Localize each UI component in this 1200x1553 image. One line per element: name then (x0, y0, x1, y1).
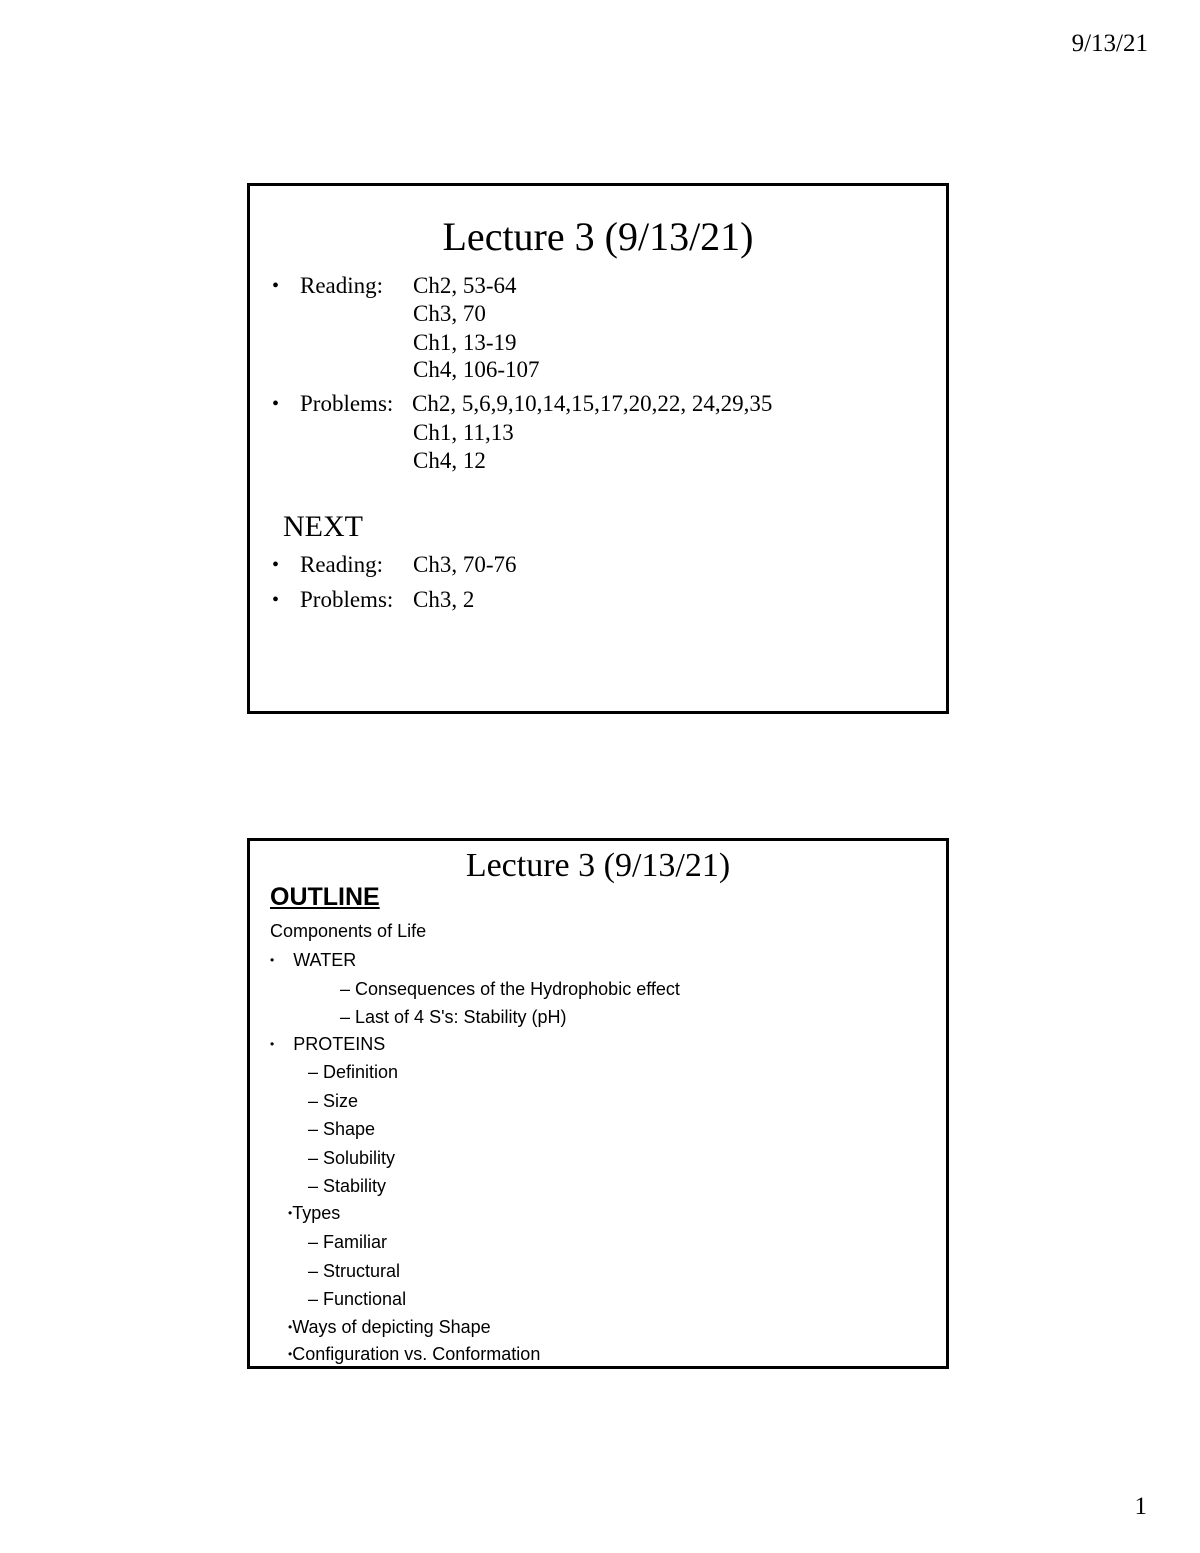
outline-proteins: • PROTEINS (270, 1034, 386, 1054)
slide-2 (247, 838, 949, 1369)
outline-subitem: – Familiar (308, 1232, 388, 1252)
bullet-icon: • (288, 1320, 293, 1334)
outline-subitem: – Definition (308, 1062, 399, 1082)
next-problems-label: Problems: (300, 587, 394, 612)
outline-heading: OUTLINE (270, 883, 380, 911)
reading-item: Ch4, 106-107 (413, 357, 540, 382)
slide-1 (247, 183, 949, 714)
reading-label: Reading: (300, 273, 384, 298)
outline-subitem: – Solubility (308, 1148, 396, 1168)
bullet-icon: • (272, 554, 280, 576)
outline-subitem: – Size (308, 1091, 359, 1111)
outline-types: •Types (288, 1203, 341, 1223)
header-date: 9/13/21 (1071, 30, 1148, 57)
outline-ways: •Ways of depicting Shape (288, 1317, 491, 1337)
problems-item: Ch4, 12 (413, 448, 486, 473)
outline-water: • WATER (270, 950, 357, 970)
bullet-icon: • (270, 1037, 275, 1051)
outline-subitem: – Functional (308, 1289, 407, 1309)
next-reading-label: Reading: (300, 552, 384, 577)
next-heading: NEXT (283, 510, 363, 543)
problems-label: Problems: (300, 391, 394, 416)
slide-2-title: Lecture 3 (9/13/21) (465, 847, 731, 884)
bullet-icon: • (272, 589, 280, 611)
problems-item: Ch1, 11,13 (413, 420, 514, 445)
reading-item: Ch3, 70 (413, 301, 486, 326)
slide-1-title: Lecture 3 (9/13/21) (442, 214, 754, 259)
reading-item: Ch2, 53-64 (413, 273, 517, 298)
bullet-icon: • (272, 275, 280, 297)
outline-subitem: – Shape (308, 1119, 376, 1139)
bullet-icon: • (288, 1206, 293, 1220)
outline-subitem: – Stability (308, 1176, 387, 1196)
outline-subitem: – Structural (308, 1261, 401, 1281)
outline-subitem: – Last of 4 S's: Stability (pH) (340, 1007, 567, 1027)
next-problems-value: Ch3, 2 (413, 587, 475, 612)
bullet-icon: • (272, 393, 280, 415)
reading-item: Ch1, 13-19 (413, 330, 517, 355)
problems-item: Ch2, 5,6,9,10,14,15,17,20,22, 24,29,35 (412, 391, 773, 416)
bullet-icon: • (288, 1347, 293, 1361)
outline-subitem: – Consequences of the Hydrophobic effect (340, 979, 680, 999)
next-reading-value: Ch3, 70-76 (413, 552, 517, 577)
outline-config: •Configuration vs. Conformation (288, 1344, 541, 1364)
bullet-icon: • (270, 953, 275, 967)
outline-intro: Components of Life (270, 921, 427, 941)
page-number: 1 (1134, 1493, 1147, 1520)
